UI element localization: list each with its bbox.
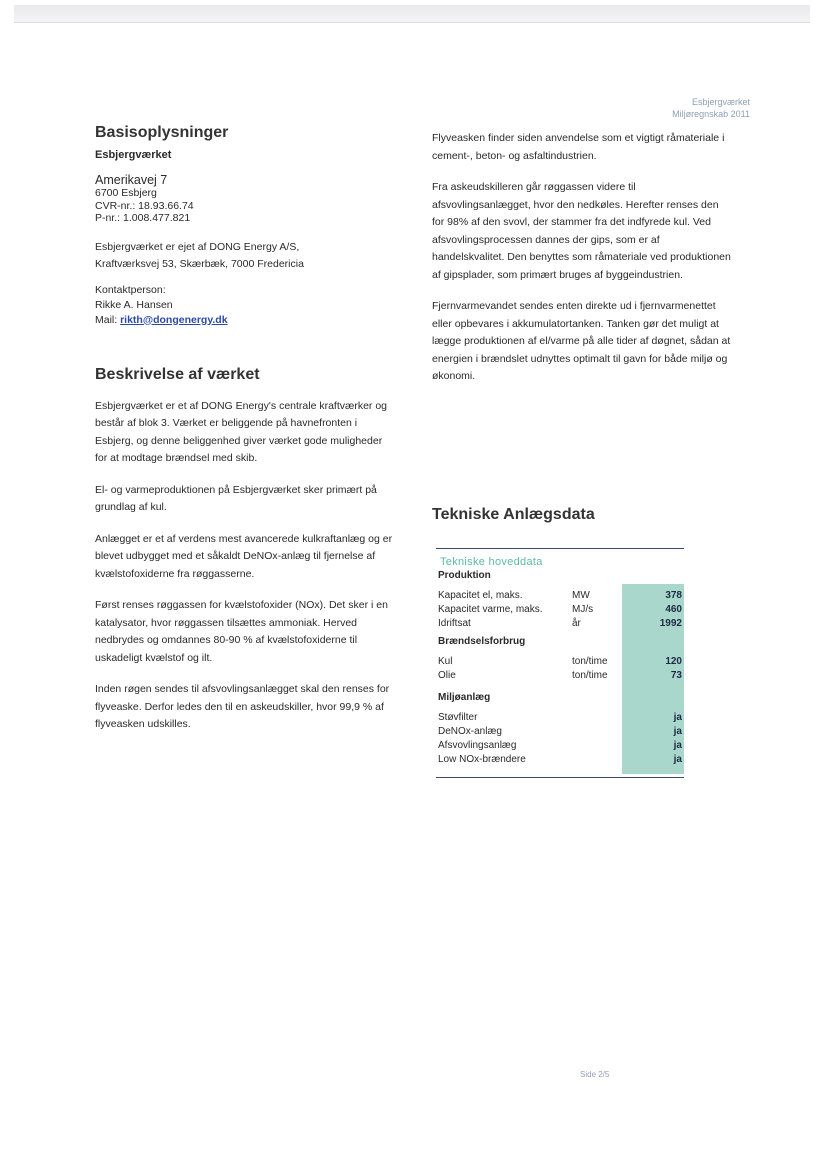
table-row	[438, 590, 684, 602]
table-row	[438, 726, 684, 738]
table-row	[438, 618, 684, 630]
left-column	[95, 124, 395, 734]
cvr-number: CVR-nr.: 18.93.66.74	[95, 199, 194, 212]
mail-line	[95, 313, 395, 328]
section-production: Produktion	[438, 570, 491, 581]
technical-title: Tekniske Anlægsdata	[432, 506, 595, 523]
plant-name: Esbjergværket	[95, 149, 172, 161]
page-header	[672, 96, 750, 120]
description-p5: Inden røgen sendes til afsvovlingsanlægget skal den renses for flyveaske. Derfor ledes den til en askeudskiller, hvor 99,9 % af flyveasken udskilles.	[95, 683, 390, 730]
page-number: Side 2/5	[580, 1070, 610, 1079]
contact-label: Kontaktperson:	[95, 283, 166, 296]
technical-section	[432, 506, 692, 524]
row-label: Kul	[438, 656, 453, 667]
table-subtitle: Tekniske hoveddata	[440, 556, 543, 568]
contact-name: Rikke A. Hansen	[95, 298, 173, 311]
row-unit: ton/time	[572, 670, 608, 681]
row-label: Kapacitet varme, maks.	[438, 604, 543, 615]
header-report: Miljøregnskab 2011	[672, 109, 750, 119]
table-row	[438, 740, 684, 752]
row-value: 73	[670, 670, 682, 681]
description-p3: Anlægget er et af verdens mest avancerede kulkraftanlæg og er blevet udbygget med et såkaldt DeNOx-anlæg til fjernelse af kvælstofoxiderne fra røggasserne.	[95, 532, 393, 580]
mail-link[interactable]: rikth@dongenergy.dk	[120, 313, 228, 326]
row-label: Afsvovlingsanlæg	[438, 740, 517, 751]
row-value: ja	[673, 712, 682, 723]
row-value: 120	[665, 656, 682, 667]
row-value: ja	[673, 754, 682, 765]
right-p1: Flyveasken finder siden anvendelse som et vigtigt råmateriale i cement-, beton- og asfaltindustrien.	[432, 132, 725, 162]
table-top-rule	[436, 548, 684, 549]
section-environment: Miljøanlæg	[438, 692, 491, 703]
row-value: ja	[673, 726, 682, 737]
table-bottom-rule	[436, 777, 684, 778]
right-p2: Fra askeudskilleren går røggassen videre til afsvovlingsanlægget, hvor den nedkøles. Herefter renses den for 98% af den svovl, der stammer fra det indfyrede kul. Ved afsvovlingsprocessen dannes der gips, som er af handelskvalitet. Den benyttes som råmateriale ved produktionen af gipsplader, som primært bruges af byggeindustrien.	[432, 181, 731, 281]
description-title: Beskrivelse af værket	[95, 365, 260, 383]
basis-title: Basisoplysninger	[95, 124, 229, 141]
header-plant: Esbjergværket	[691, 97, 750, 107]
row-value: 460	[665, 604, 682, 615]
row-unit: MW	[572, 590, 590, 601]
table-row	[438, 712, 684, 724]
row-unit: år	[572, 618, 581, 629]
technical-table	[436, 548, 684, 778]
table-row	[438, 604, 684, 616]
right-p3: Fjernvarmevandet sendes enten direkte ud i fjernvarmenettet eller opbevares i akkumulatortanken. Tanken gør det muligt at lægge produktionen af el/varme på alle tider af døgnet, sådan at energien i brændslet udnyttes optimalt til gavn for både miljø og økonomi.	[432, 300, 731, 382]
row-label: Støvfilter	[438, 712, 478, 723]
mail-label: Mail:	[95, 313, 121, 326]
row-value: ja	[673, 740, 682, 751]
row-value: 1992	[659, 618, 682, 629]
row-label: Idriftsat	[438, 618, 471, 629]
description-p4: Først renses røggassen for kvælstofoxider (NOx). Det sker i en katalysator, hvor røggassen tilsættes ammoniak. Herved nedbrydes og omdannes 80-90 % af kvælstofoxiderne til uskadeligt kvælstof og ilt.	[95, 599, 388, 664]
right-column	[432, 130, 732, 386]
table-row	[438, 656, 684, 668]
row-value: 378	[665, 590, 682, 601]
row-unit: MJ/s	[572, 604, 594, 615]
row-label: Olie	[438, 670, 456, 681]
street: Amerikavej 7	[95, 173, 168, 187]
table-row	[438, 754, 684, 766]
scan-top-band	[14, 5, 810, 23]
row-unit: ton/time	[572, 656, 608, 667]
p-number: P-nr.: 1.008.477.821	[95, 212, 191, 224]
row-label: DeNOx-anlæg	[438, 726, 502, 737]
row-label: Kapacitet el, maks.	[438, 590, 523, 601]
section-fuel: Brændselsforbrug	[438, 636, 526, 647]
row-label: Low NOx-brændere	[438, 754, 526, 765]
owner-line-1: Esbjergværket er ejet af DONG Energy A/S,	[95, 240, 300, 253]
city: 6700 Esbjerg	[95, 187, 157, 199]
table-row	[438, 670, 684, 682]
description-p1: Esbjergværket er et af DONG Energy's centrale kraftværker og består af blok 3. Værket er beliggende på havnefronten i Esbjerg, og denne beliggenhed giver værket gode muligheder for at modtage brændsel med skib.	[95, 399, 388, 464]
description-p2: El- og varmeproduktionen på Esbjergværket sker primært på grundlag af kul.	[95, 483, 377, 513]
owner-line-2: Kraftværksvej 53, Skærbæk, 7000 Fredericia	[95, 258, 304, 270]
